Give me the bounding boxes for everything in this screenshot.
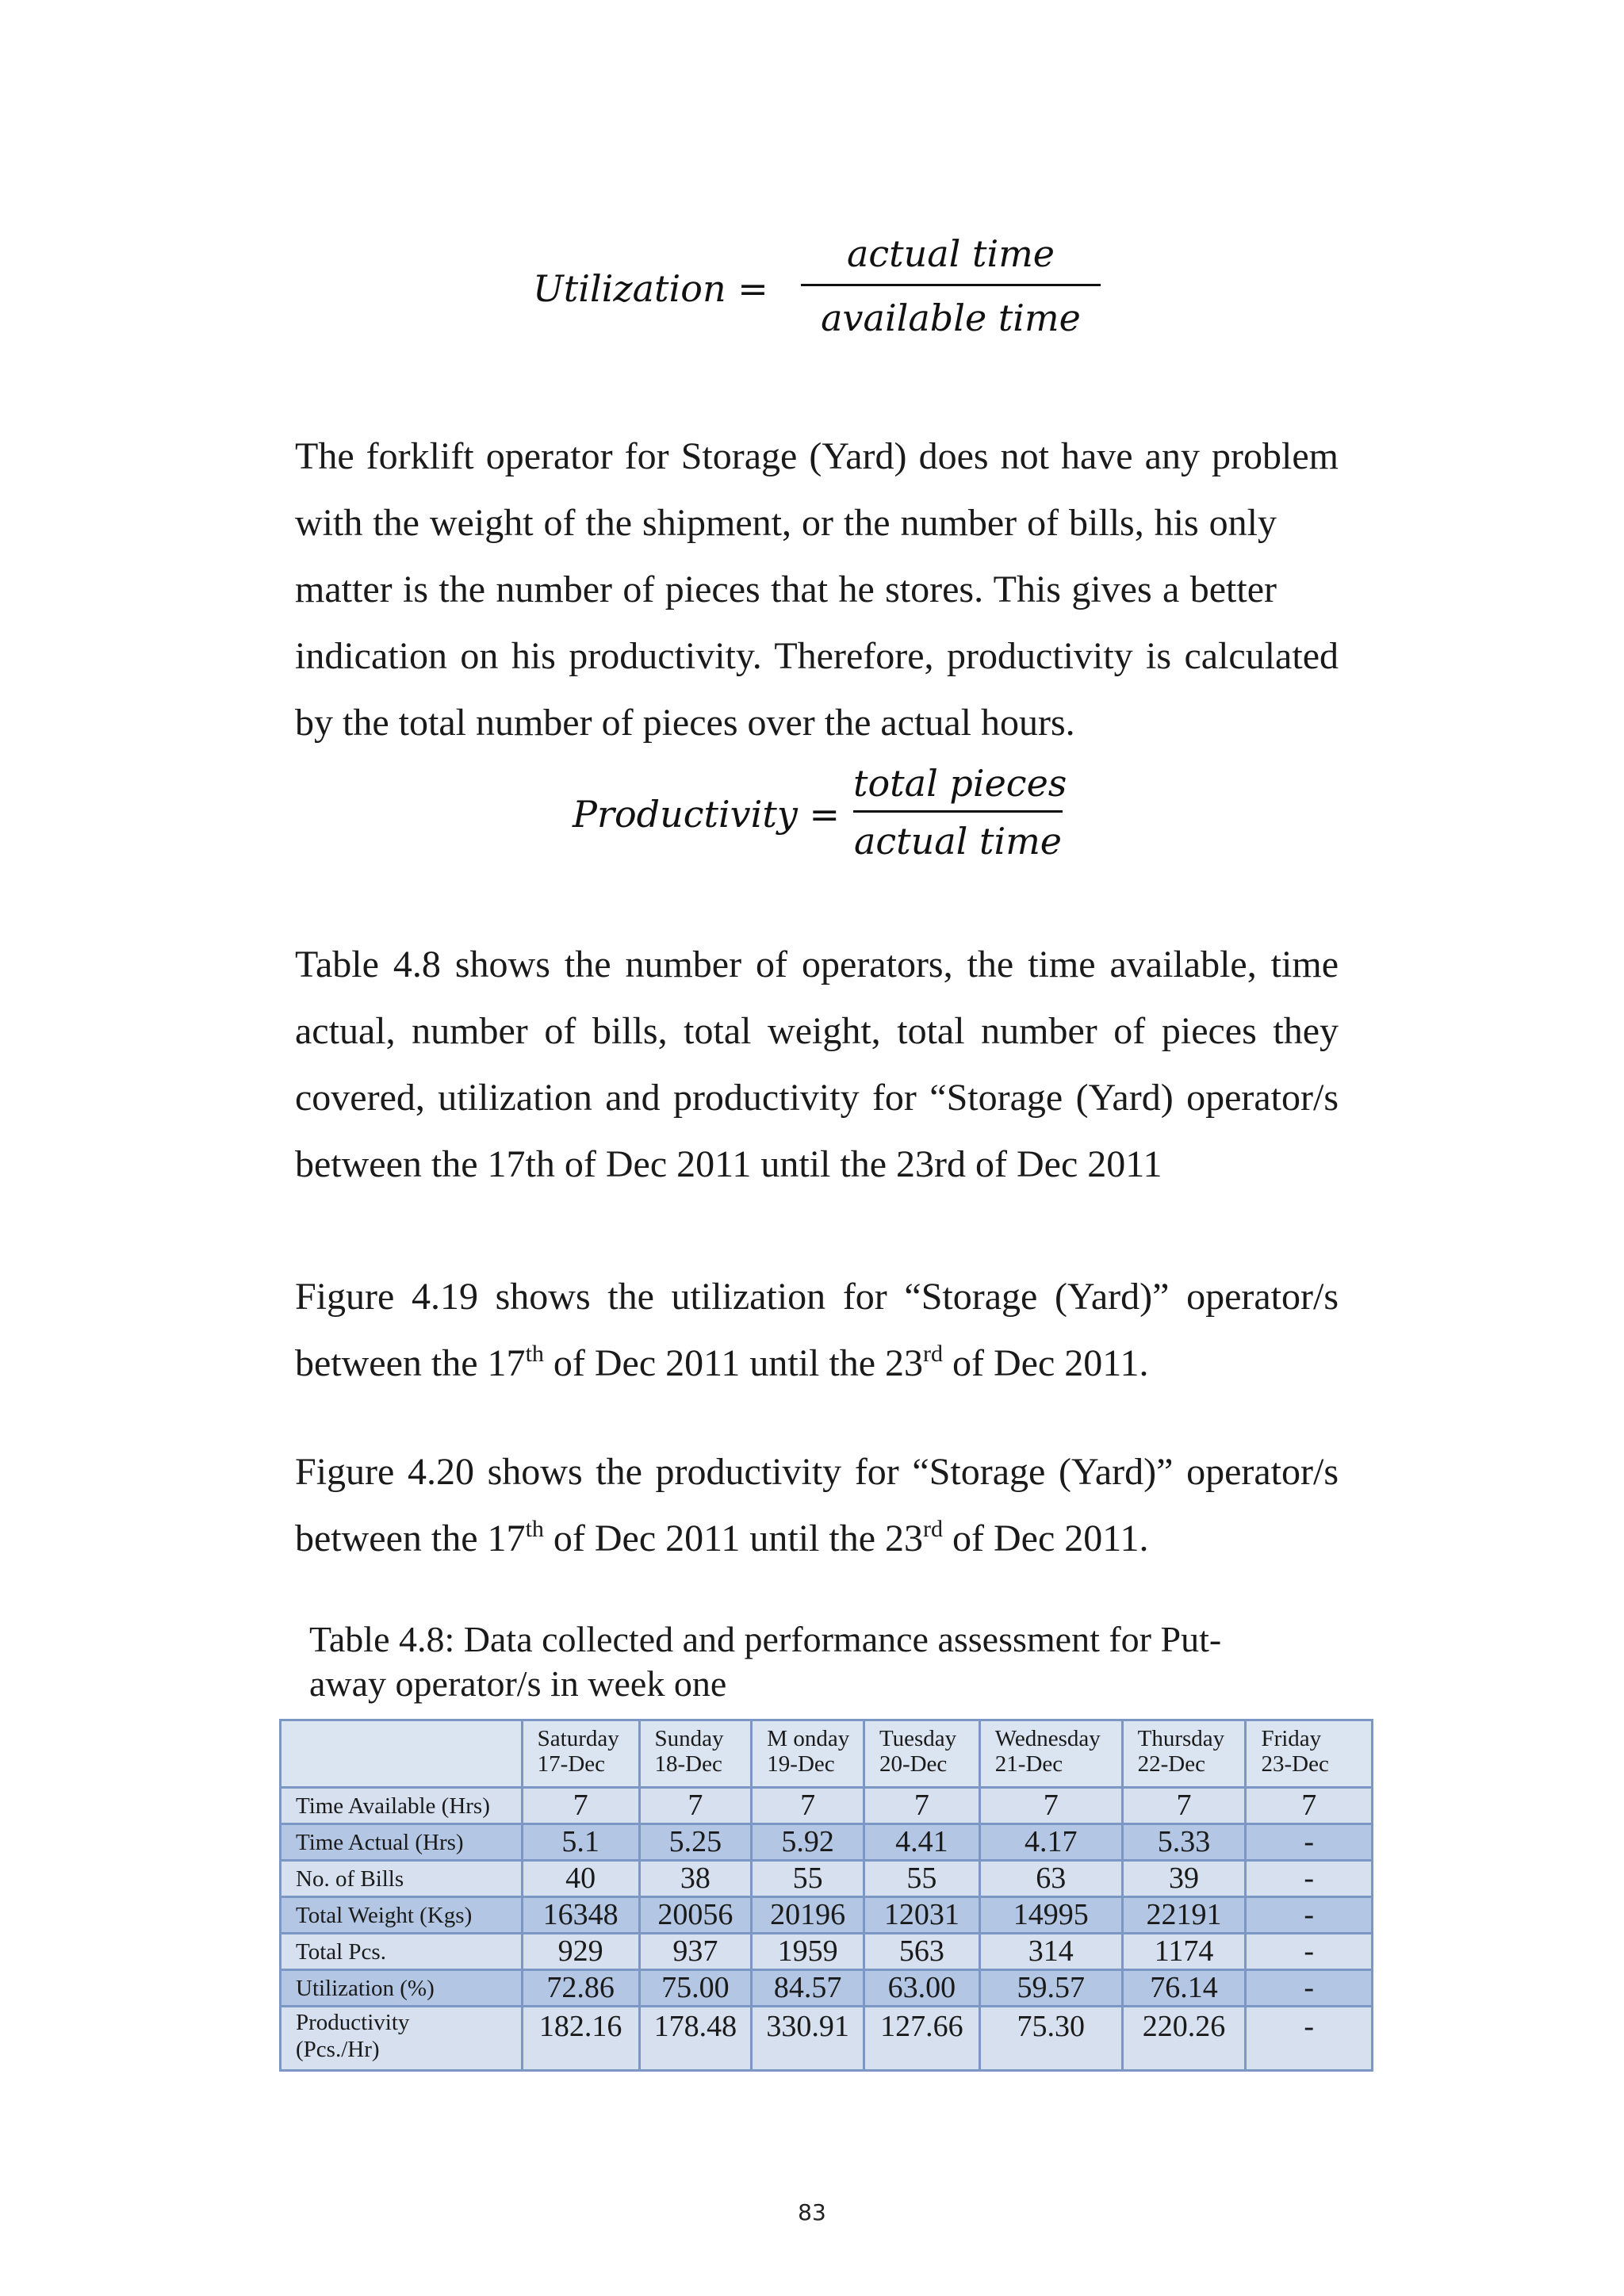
text-run: of Dec 2011 until the 23 xyxy=(543,1342,924,1384)
row-header: No. of Bills xyxy=(281,1861,523,1897)
paragraph-line: indication on his productivity. Therefore, productivity is calculated xyxy=(295,635,1339,677)
table-cell: 76.14 xyxy=(1122,1970,1246,2007)
paragraph-table-description xyxy=(295,932,1339,1198)
table-row xyxy=(281,1788,1373,1824)
column-day: Saturday xyxy=(537,1726,619,1751)
utilization-equation-lhs: Utilization = xyxy=(533,267,768,310)
paragraph-line xyxy=(295,1330,1339,1397)
table-cell: 7 xyxy=(1246,1788,1373,1824)
table-cell: 63 xyxy=(979,1861,1122,1897)
table-cell: 75.00 xyxy=(639,1970,752,2007)
table-cell: 937 xyxy=(639,1934,752,1970)
text-run: of Dec 2011 until the 23 xyxy=(543,1517,924,1559)
table-row xyxy=(281,1824,1373,1861)
table-cell: 4.41 xyxy=(864,1824,979,1861)
table-cell: 1174 xyxy=(1122,1934,1246,1970)
caption-line: away operator/s in week one xyxy=(309,1663,727,1704)
utilization-numerator: actual time xyxy=(846,232,1055,275)
column-day: Tuesday xyxy=(879,1726,957,1751)
table-cell: 182.16 xyxy=(522,2007,639,2071)
table-cell: 84.57 xyxy=(752,1970,864,2007)
row-header: Time Available (Hrs) xyxy=(281,1788,523,1824)
fraction-bar xyxy=(853,810,1063,813)
table-cell: - xyxy=(1246,1934,1373,1970)
table-cell: 14995 xyxy=(979,1897,1122,1934)
column-day: Friday xyxy=(1261,1726,1322,1751)
text-run: of Dec 2011. xyxy=(943,1517,1149,1559)
table-cell: 1959 xyxy=(752,1934,864,1970)
column-header xyxy=(1246,1720,1373,1788)
productivity-denominator: actual time xyxy=(853,820,1063,863)
table-cell: 38 xyxy=(639,1861,752,1897)
table-cell: 40 xyxy=(522,1861,639,1897)
column-day: M onday xyxy=(767,1726,850,1751)
table-cell: - xyxy=(1246,1861,1373,1897)
paragraph-line: with the weight of the shipment, or the number of bills, his only xyxy=(295,502,1277,544)
table-cell: 7 xyxy=(979,1788,1122,1824)
row-header: Utilization (%) xyxy=(281,1970,523,2007)
table-corner-cell xyxy=(281,1720,523,1788)
table-cell: 7 xyxy=(522,1788,639,1824)
paragraph-line: Figure 4.19 shows the utilization for “Storage (Yard)” operator/s xyxy=(295,1276,1339,1318)
column-header xyxy=(864,1720,979,1788)
table-cell: 20056 xyxy=(639,1897,752,1934)
row-header: Total Pcs. xyxy=(281,1934,523,1970)
productivity-equation-lhs: Productivity = xyxy=(573,793,841,836)
table-cell: 178.48 xyxy=(639,2007,752,2071)
table-cell: 55 xyxy=(752,1861,864,1897)
table-cell: 63.00 xyxy=(864,1970,979,2007)
productivity-numerator: total pieces xyxy=(853,762,1067,805)
table-cell: - xyxy=(1246,2007,1373,2071)
table-cell: 7 xyxy=(1122,1788,1246,1824)
table-cell: 59.57 xyxy=(979,1970,1122,2007)
table-cell: 5.92 xyxy=(752,1824,864,1861)
row-header-line: (Pcs./Hr) xyxy=(296,2037,380,2062)
row-header: Total Weight (Kgs) xyxy=(281,1897,523,1934)
table-cell: 22191 xyxy=(1122,1897,1246,1934)
utilization-denominator: available time xyxy=(821,297,1081,339)
table-cell: 314 xyxy=(979,1934,1122,1970)
column-header xyxy=(1122,1720,1246,1788)
row-header xyxy=(281,2007,523,2071)
table-row xyxy=(281,2007,1373,2071)
table-cell: 12031 xyxy=(864,1897,979,1934)
paragraph-line: The forklift operator for Storage (Yard) does not have any problem xyxy=(295,435,1339,477)
text-run: between the 17 xyxy=(295,1517,526,1559)
table-cell: 5.33 xyxy=(1122,1824,1246,1861)
superscript: th xyxy=(525,1516,544,1542)
table-header-row xyxy=(281,1720,1373,1788)
utilization-fraction xyxy=(801,232,1101,340)
column-date: 21-Dec xyxy=(994,1751,1063,1777)
table-cell: 5.25 xyxy=(639,1824,752,1861)
row-header: Time Actual (Hrs) xyxy=(281,1824,523,1861)
paragraph-line: between the 17th of Dec 2011 until the 23rd of Dec 2011 xyxy=(295,1143,1162,1185)
table-cell: 16348 xyxy=(522,1897,639,1934)
table-cell: 20196 xyxy=(752,1897,864,1934)
superscript: th xyxy=(525,1341,544,1367)
column-date: 19-Dec xyxy=(767,1751,835,1777)
superscript: rd xyxy=(923,1516,944,1542)
column-header xyxy=(752,1720,864,1788)
fraction-bar xyxy=(801,284,1101,286)
column-header xyxy=(522,1720,639,1788)
table-cell: 55 xyxy=(864,1861,979,1897)
paragraph-line: covered, utilization and productivity for “Storage (Yard) operator/s xyxy=(295,1077,1339,1119)
table-cell: - xyxy=(1246,1824,1373,1861)
table-cell: 563 xyxy=(864,1934,979,1970)
column-date: 20-Dec xyxy=(879,1751,948,1777)
table-cell: 7 xyxy=(752,1788,864,1824)
table-cell: 5.1 xyxy=(522,1824,639,1861)
table-row xyxy=(281,1934,1373,1970)
table-cell: 72.86 xyxy=(522,1970,639,2007)
paragraph-figure-4-20 xyxy=(295,1439,1339,1572)
column-date: 17-Dec xyxy=(537,1751,605,1777)
paragraph-figure-4-19 xyxy=(295,1264,1339,1397)
paragraph-line xyxy=(295,1506,1339,1572)
table-cell: 127.66 xyxy=(864,2007,979,2071)
table-row xyxy=(281,1897,1373,1934)
paragraph-line: by the total number of pieces over the actual hours. xyxy=(295,702,1075,744)
table-row xyxy=(281,1861,1373,1897)
column-day: Thursday xyxy=(1137,1726,1225,1751)
table-caption xyxy=(309,1617,1340,1706)
text-run: of Dec 2011. xyxy=(943,1342,1149,1384)
table-cell: 39 xyxy=(1122,1861,1246,1897)
table-cell: 220.26 xyxy=(1122,2007,1246,2071)
performance-table xyxy=(279,1719,1373,2072)
paragraph-line: Figure 4.20 shows the productivity for “Storage (Yard)” operator/s xyxy=(295,1451,1339,1493)
page-number: 83 xyxy=(798,2199,826,2225)
paragraph-forklift-operator xyxy=(295,423,1339,756)
table-cell: 929 xyxy=(522,1934,639,1970)
paragraph-line: matter is the number of pieces that he stores. This gives a better xyxy=(295,568,1277,610)
table-cell: 330.91 xyxy=(752,2007,864,2071)
column-header xyxy=(639,1720,752,1788)
column-day: Sunday xyxy=(654,1726,724,1751)
productivity-fraction xyxy=(853,761,1067,863)
caption-line: Table 4.8: Data collected and performance assessment for Put- xyxy=(309,1619,1222,1659)
table-cell: 75.30 xyxy=(979,2007,1122,2071)
table-row xyxy=(281,1970,1373,2007)
table-cell: 7 xyxy=(864,1788,979,1824)
row-header-line: Productivity xyxy=(296,2010,410,2035)
column-day: Wednesday xyxy=(994,1726,1101,1751)
table-cell: - xyxy=(1246,1897,1373,1934)
paragraph-line: Table 4.8 shows the number of operators, the time available, time xyxy=(295,943,1339,985)
paragraph-line: actual, number of bills, total weight, total number of pieces they xyxy=(295,1010,1339,1052)
superscript: rd xyxy=(923,1341,944,1367)
table-cell: - xyxy=(1246,1970,1373,2007)
column-header xyxy=(979,1720,1122,1788)
table-cell: 7 xyxy=(639,1788,752,1824)
column-date: 18-Dec xyxy=(654,1751,722,1777)
column-date: 22-Dec xyxy=(1137,1751,1205,1777)
text-run: between the 17 xyxy=(295,1342,526,1384)
column-date: 23-Dec xyxy=(1261,1751,1329,1777)
table-cell: 4.17 xyxy=(979,1824,1122,1861)
